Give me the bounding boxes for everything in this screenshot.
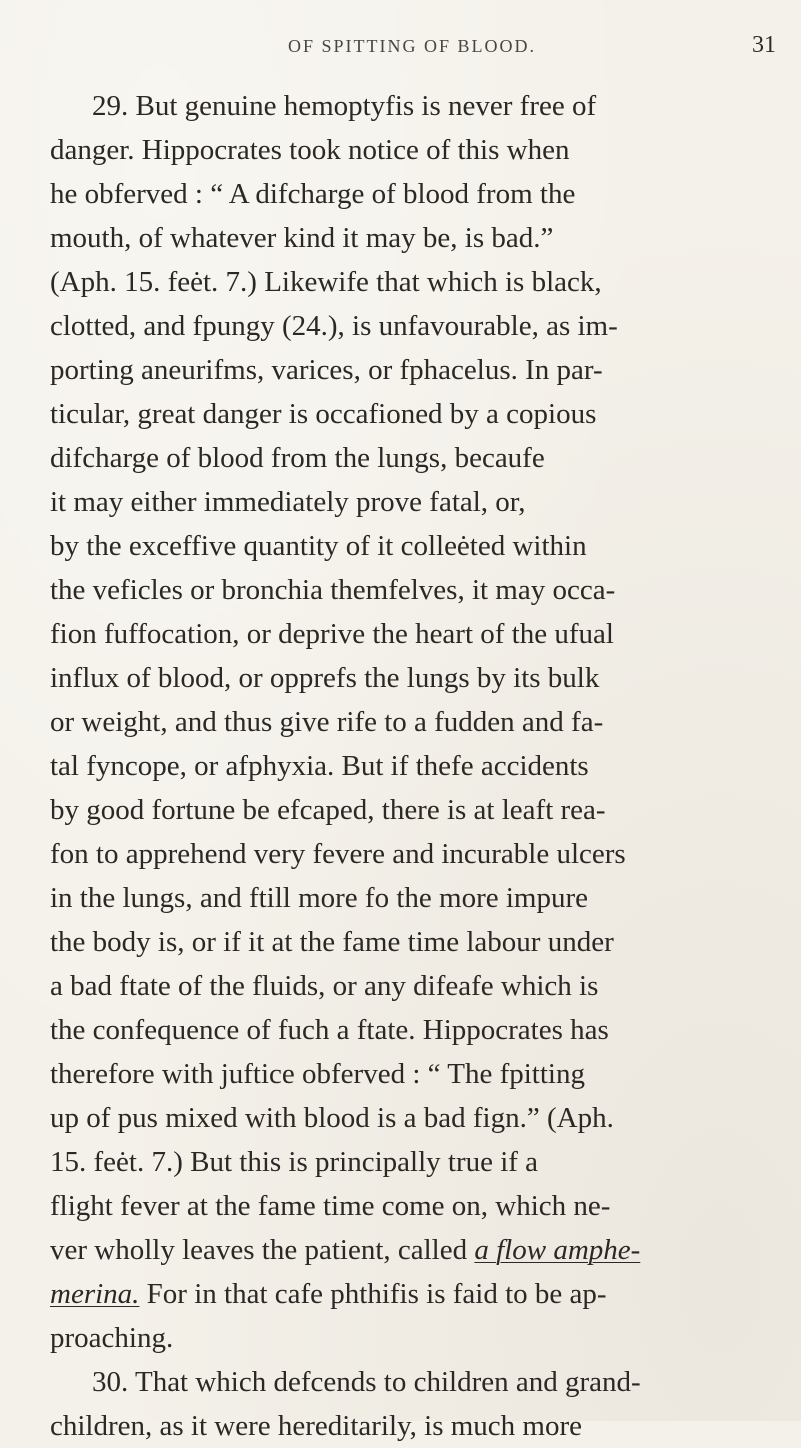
text-line: porting aneurifms, varices, or fphacelus. In par- — [50, 354, 603, 386]
text-line: it may either immediately prove fatal, or, — [50, 486, 526, 518]
text-segment: For in that cafe phthifis is faid to be ap- — [139, 1278, 607, 1310]
text-line: up of pus mixed with blood is a bad fign.” (Aph. — [50, 1102, 614, 1134]
text-line: difcharge of blood from the lungs, becaufe — [50, 442, 545, 474]
text-line: flight fever at the fame time come on, which ne- — [50, 1190, 611, 1222]
text-line: or weight, and thus give rife to a fudden and fa- — [50, 706, 604, 738]
text-line: danger. Hippocrates took notice of this when — [50, 134, 570, 166]
text-line: children, as it were hereditarily, is much more — [50, 1410, 583, 1442]
text-line: a bad ftate of the fluids, or any difeafe which is — [50, 970, 599, 1002]
text-line — [50, 1272, 607, 1316]
text-line: the confequence of fuch a ftate. Hippocrates has — [50, 1014, 609, 1046]
text-line: therefore with juftice obferved : “ The fpitting — [50, 1058, 585, 1090]
running-head — [0, 28, 801, 68]
text-line: 30. That which defcends to children and grand- — [92, 1366, 641, 1398]
text-line: proaching. — [50, 1322, 174, 1354]
text-line: fion fuffocation, or deprive the heart of the ufual — [50, 618, 614, 650]
text-line: the veficles or bronchia themfelves, it may occa- — [50, 574, 616, 606]
text-line — [50, 1228, 640, 1272]
text-segment: ver wholly leaves the patient, called — [50, 1234, 468, 1266]
running-title: OF SPITTING OF BLOOD. — [288, 36, 537, 56]
page-number: 31 — [752, 32, 776, 58]
text-line: by the exceffive quantity of it colleėted within — [50, 530, 587, 562]
text-line: clotted, and fpungy (24.), is unfavourable, as im- — [50, 310, 618, 342]
text-line: fon to apprehend very fevere and incurable ulcers — [50, 838, 626, 870]
text-line: in the lungs, and ftill more fo the more impure — [50, 882, 588, 914]
text-line: he obferved : “ A difcharge of blood from the — [50, 178, 576, 210]
italic-term: merina. — [50, 1278, 140, 1310]
text-line: tal fyncope, or afphyxia. But if thefe accidents — [50, 750, 589, 782]
text-line: the body is, or if it at the fame time labour under — [50, 926, 614, 958]
italic-term: a flow amphe- — [474, 1234, 641, 1266]
text-line: 29. But genuine hemoptyfis is never free of — [92, 90, 597, 122]
text-line: influx of blood, or opprefs the lungs by its bulk — [50, 662, 600, 694]
text-line: by good fortune be efcaped, there is at leaft rea- — [50, 794, 606, 826]
text-line: mouth, of whatever kind it may be, is bad.” — [50, 222, 554, 254]
text-line: (Aph. 15. feėt. 7.) Likewife that which is black, — [50, 266, 602, 298]
text-line: 15. feėt. 7.) But this is principally true if a — [50, 1146, 539, 1178]
text-line: ticular, great danger is occafioned by a copious — [50, 398, 597, 430]
